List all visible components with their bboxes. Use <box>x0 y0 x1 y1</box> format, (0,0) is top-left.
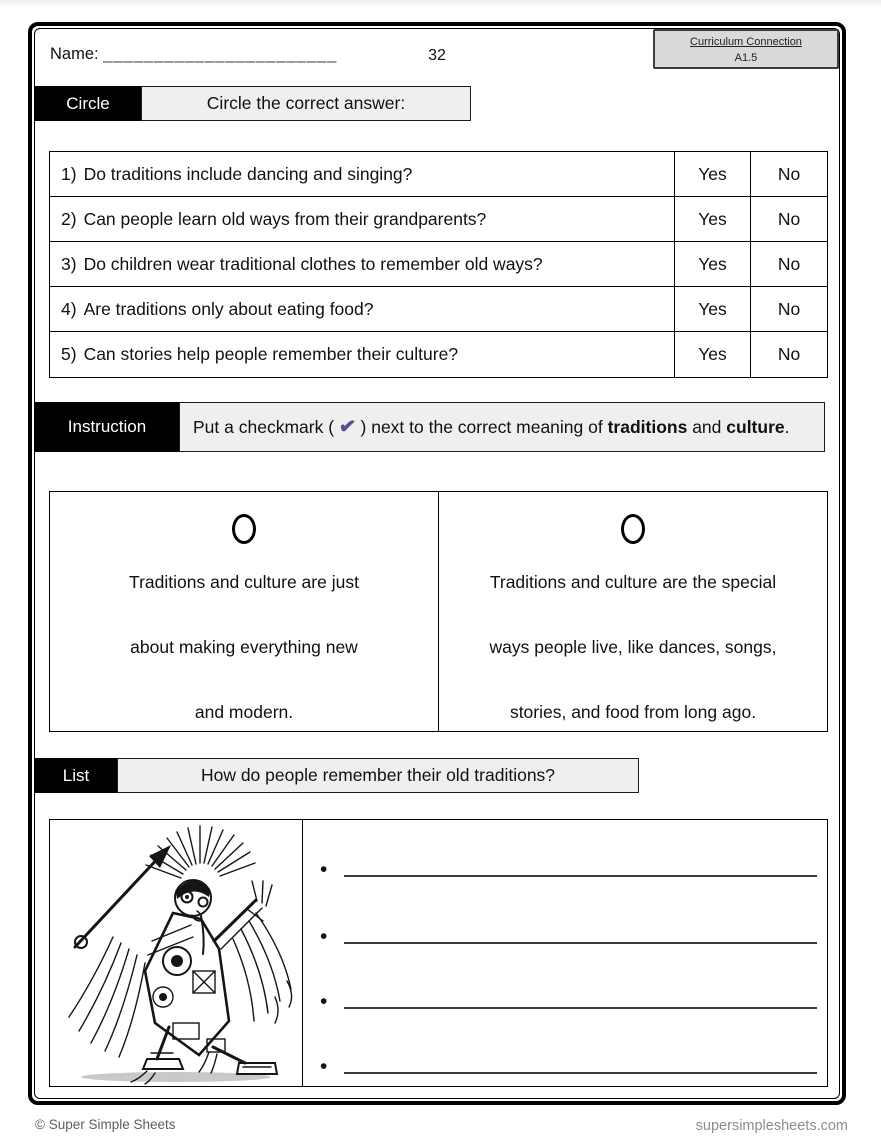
question-cell <box>50 152 675 196</box>
choice-circle[interactable] <box>232 514 256 544</box>
question-cell <box>50 332 675 377</box>
curriculum-connection-badge <box>653 29 839 69</box>
list-item <box>320 851 817 881</box>
instruction-keyword-traditions: traditions <box>607 417 688 437</box>
instruction-section-tag: Instruction <box>35 402 179 452</box>
meaning-choices-box <box>49 491 828 732</box>
list-item <box>320 1048 817 1078</box>
bullet-icon: • <box>320 858 328 881</box>
instruction-text <box>179 402 825 452</box>
answer-blank-line[interactable] <box>344 983 817 1009</box>
question-text: Do traditions include dancing and singing? <box>83 163 413 184</box>
bullet-icon: • <box>320 1055 328 1078</box>
instruction-text-part: and <box>687 417 727 437</box>
bullet-icon: • <box>320 990 328 1013</box>
instruction-text-part: . <box>784 417 790 437</box>
instruction-text-part: ) next to the correct meaning of <box>355 417 608 437</box>
choice-text-line: and modern. <box>194 702 294 722</box>
choice-circle[interactable] <box>621 514 645 544</box>
circle-section-header <box>35 86 471 121</box>
list-section-header <box>35 758 639 793</box>
checkmark-icon: ✔ <box>337 415 357 439</box>
question-text: Are traditions only about eating food? <box>83 298 374 319</box>
question-number: 5) <box>61 344 77 364</box>
instruction-text-part: Put a checkmark ( <box>193 417 339 437</box>
circle-section-prompt: Circle the correct answer: <box>141 86 471 121</box>
table-row <box>50 242 827 287</box>
website-link[interactable]: supersimplesheets.com <box>695 1118 848 1134</box>
curriculum-connection-title: Curriculum Connection <box>690 36 802 48</box>
yes-option[interactable]: Yes <box>675 332 751 377</box>
list-answer-box <box>49 819 828 1087</box>
no-option[interactable]: No <box>777 208 801 229</box>
question-cell <box>50 287 675 331</box>
answer-blank-line[interactable] <box>344 1048 817 1074</box>
choice-option-right <box>438 492 827 731</box>
question-number: 2) <box>61 208 77 229</box>
question-text: Can people learn old ways from their grandparents? <box>83 208 487 229</box>
bullet-icon: • <box>320 925 328 948</box>
page-frame <box>28 22 846 1105</box>
choice-text-line: ways people live, like dances, songs, <box>489 637 777 657</box>
traditional-dancer-illustration <box>50 820 303 1086</box>
list-item <box>320 983 817 1013</box>
list-answer-lines <box>303 820 827 1086</box>
table-row <box>50 332 827 377</box>
no-option[interactable]: No <box>777 253 801 274</box>
yes-option[interactable]: Yes <box>675 197 751 241</box>
list-section-prompt: How do people remember their old traditions? <box>117 758 639 793</box>
choice-text-line: stories, and food from long ago. <box>509 702 757 722</box>
page-frame-inner <box>34 28 840 1099</box>
instruction-section <box>35 402 825 452</box>
name-label: Name: <box>50 45 99 63</box>
answer-blank-line[interactable] <box>344 918 817 944</box>
instruction-keyword-culture: culture <box>726 417 785 437</box>
question-number: 4) <box>61 298 77 319</box>
yes-option[interactable]: Yes <box>675 242 751 286</box>
question-number: 1) <box>61 163 77 184</box>
name-blank-line[interactable]: _______________________ <box>103 45 338 63</box>
table-row <box>50 287 827 332</box>
circle-section-tag: Circle <box>35 86 141 121</box>
question-text: Can stories help people remember their culture? <box>83 344 459 364</box>
choice-option-left <box>50 492 438 731</box>
question-number: 3) <box>61 253 77 274</box>
table-row <box>50 197 827 242</box>
list-item <box>320 918 817 948</box>
yes-option[interactable]: Yes <box>675 287 751 331</box>
table-row <box>50 152 827 197</box>
answer-blank-line[interactable] <box>344 851 817 877</box>
no-option[interactable]: No <box>777 344 801 364</box>
choice-text-line: Traditions and culture are just <box>129 572 359 592</box>
question-cell <box>50 242 675 286</box>
choice-text-line: Traditions and culture are the special <box>489 572 777 592</box>
page-number: 32 <box>428 47 446 64</box>
dancer-line-art-svg <box>51 821 302 1086</box>
no-option[interactable]: No <box>777 163 801 184</box>
curriculum-code: A1.5 <box>734 51 758 64</box>
question-cell <box>50 197 675 241</box>
choice-text-line: about making everything new <box>130 637 358 657</box>
yes-option[interactable]: Yes <box>675 152 751 196</box>
questions-table <box>49 151 828 378</box>
question-text: Do children wear traditional clothes to remember old ways? <box>83 253 543 274</box>
list-section-tag: List <box>35 758 117 793</box>
no-option[interactable]: No <box>777 298 801 319</box>
copyright-text: © Super Simple Sheets <box>35 1117 176 1132</box>
